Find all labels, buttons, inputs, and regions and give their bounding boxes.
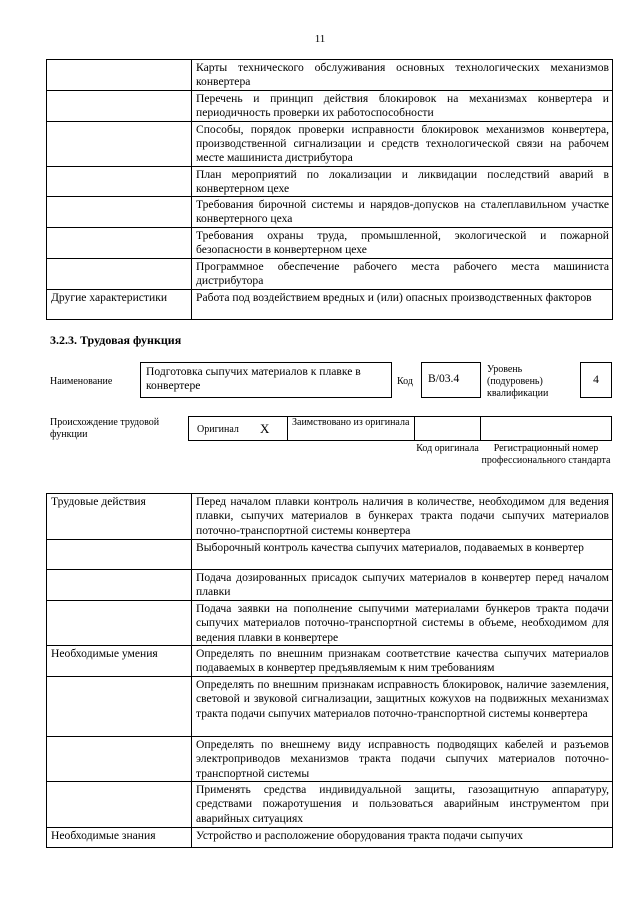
row-label — [47, 197, 192, 228]
borrowed-label: Заимствовано из оригинала — [292, 417, 410, 428]
top-table — [46, 59, 613, 320]
original-cell — [188, 416, 288, 441]
row-label: Трудовые действия — [47, 494, 192, 540]
row-label — [47, 166, 192, 197]
row-label: Необходимые умения — [47, 646, 192, 677]
table-row — [47, 166, 613, 197]
row-text: Применять средства индивидуальной защиты, газозащитную аппаратуру, средствами пожаротушения и пользоваться аварийным инструментом при аварийных ситуациях — [192, 782, 613, 828]
row-text: Требования охраны труда, промышленной, экологической и пожарной безопасности в конвертерном цехе — [192, 228, 613, 259]
row-text: План мероприятий по локализации и ликвидации последствий аварий в конвертерном цехе — [192, 166, 613, 197]
row-text: Определять по внешнему виду исправность подводящих кабелей и разъемов электроприводов механизмов тракта подачи сыпучих материалов поточно-транспортной системы — [192, 737, 613, 782]
row-text: Устройство и расположение оборудования тракта подачи сыпучих — [192, 828, 613, 848]
table-row — [47, 228, 613, 259]
borrowed-cell — [287, 416, 415, 441]
table-row — [47, 289, 613, 319]
table-row — [47, 259, 613, 290]
orig-code-cell — [414, 416, 481, 441]
original-label: Оригинал — [197, 424, 239, 435]
code-label: Код — [397, 376, 413, 387]
row-text: Работа под воздействием вредных и (или) опасных производственных факторов — [192, 289, 613, 319]
row-text: Требования бирочной системы и нарядов-допусков на сталеплавильном участке конвертерного цеха — [192, 197, 613, 228]
page-number: 11 — [314, 33, 326, 45]
row-text: Подача заявки на пополнение сыпучими материалами бункеров тракта подачи сыпучих материалов поточно-транспортной системы в объеме, необходимом для ведения плавки в конвертере — [192, 601, 613, 646]
table-row — [47, 540, 613, 570]
section-title: 3.2.3. Трудовая функция — [50, 333, 182, 347]
origin-label: Происхождение трудовой функции — [50, 417, 160, 440]
table-row — [47, 197, 613, 228]
level-value: 4 — [593, 373, 599, 386]
code-box — [421, 362, 481, 398]
original-mark: X — [260, 421, 270, 436]
table-row — [47, 91, 613, 122]
row-label — [47, 228, 192, 259]
name-box — [140, 362, 392, 398]
reg-caption: Регистрационный номер профессионального стандарта — [481, 443, 611, 466]
table-row — [47, 646, 613, 677]
name-label: Наименование — [50, 376, 113, 387]
row-text: Определять по внешним признакам исправность блокировок, наличие заземления, световой и звуковой сигнализации, защитных кожухов на подвижных механизмах тракта подачи сыпучих материалов поточно-транспортной системы конвертера — [192, 677, 613, 737]
row-text: Подача дозированных присадок сыпучих материалов в конвертер перед началом плавки — [192, 570, 613, 601]
row-label — [47, 737, 192, 782]
row-text: Определять по внешним признакам соответствие качества сыпучих материалов подаваемых в конвертер предъявляемым к ним требованиям — [192, 646, 613, 677]
level-label: Уровень (подуровень) квалификации — [487, 364, 549, 399]
row-label — [47, 601, 192, 646]
row-text: Карты технического обслуживания основных технологических механизмов конвертера — [192, 60, 613, 91]
row-label — [47, 60, 192, 91]
table-row — [47, 494, 613, 540]
reg-number-cell — [480, 416, 612, 441]
level-box — [580, 362, 612, 398]
table-row — [47, 570, 613, 601]
row-label — [47, 91, 192, 122]
code-value: В/03.4 — [428, 372, 460, 385]
row-label: Необходимые знания — [47, 828, 192, 848]
code-caption: Код оригинала — [416, 443, 479, 454]
row-label — [47, 259, 192, 290]
row-label: Другие характеристики — [47, 289, 192, 319]
row-label — [47, 540, 192, 570]
function-name: Подготовка сыпучих материалов к плавке в конвертере — [146, 365, 361, 392]
table-row — [47, 828, 613, 848]
table-row — [47, 677, 613, 737]
main-table — [46, 493, 613, 848]
row-text: Перед началом плавки контроль наличия в количестве, необходимом для ведения плавки, сыпучих материалов в бункерах тракта подачи сыпучих материалов поточно-транспортной системы конвертера — [192, 494, 613, 540]
row-text: Выборочный контроль качества сыпучих материалов, подаваемых в конвертер — [192, 540, 613, 570]
row-text: Перечень и принцип действия блокировок на механизмах конвертера и периодичность проверки их работоспособности — [192, 91, 613, 122]
table-row — [47, 60, 613, 91]
row-text: Программное обеспечение рабочего места рабочего места машиниста дистрибутора — [192, 259, 613, 290]
table-row — [47, 601, 613, 646]
row-label — [47, 677, 192, 737]
row-label — [47, 570, 192, 601]
table-row — [47, 121, 613, 166]
row-text: Способы, порядок проверки исправности блокировок механизмов конвертера, производственной сигнализации и средств технологической связи на рабочем месте машиниста дистрибутора — [192, 121, 613, 166]
row-label — [47, 121, 192, 166]
table-row — [47, 737, 613, 782]
table-row — [47, 782, 613, 828]
row-label — [47, 782, 192, 828]
